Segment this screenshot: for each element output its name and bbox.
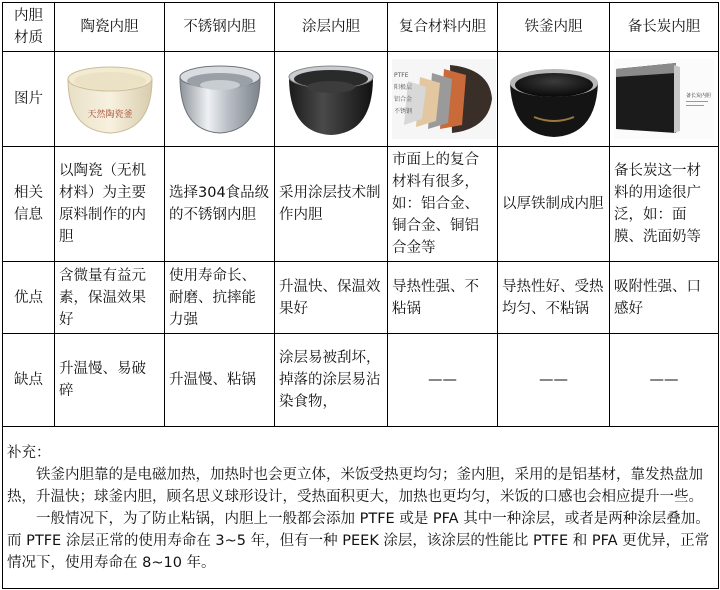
pros-stainless: 使用寿命长、耐磨、抗摔能力强 — [165, 262, 275, 334]
header-ceramic: 陶瓷内胆 — [55, 3, 165, 52]
header-charcoal: 备长炭内胆 — [610, 3, 719, 52]
coated-pot-image — [281, 59, 381, 139]
header-iron: 铁釜内胆 — [498, 3, 610, 52]
inner-pot-comparison-table — [2, 2, 719, 589]
info-coated: 采用涂层技术制作内胆 — [275, 147, 388, 262]
pros-coated: 升温快、保温效果好 — [275, 262, 388, 334]
cell-image-stainless — [165, 52, 275, 147]
cons-iron: —— — [498, 334, 610, 427]
row-label-info-text: 相关 信息 — [14, 185, 43, 223]
composite-layer-2: 阳极层 — [394, 84, 413, 91]
info-composite: 市面上的复合材料有很多，如：铝合金、铜合金、铜铝合金等 — [388, 147, 498, 262]
pros-iron: 导热性好、受热均匀、不粘锅 — [498, 262, 610, 334]
info-stainless: 选择304食品级的不锈钢内胆 — [165, 147, 275, 262]
corner-header-text: 内胆 材质 — [14, 8, 43, 46]
cons-stainless: 升温慢、粘锅 — [165, 334, 275, 427]
info-iron: 以厚铁制成内胆 — [498, 147, 610, 262]
cons-coated: 涂层易被刮坏，掉落的涂层易沾染食物， — [275, 334, 388, 427]
cons-row — [3, 334, 719, 427]
header-coated: 涂层内胆 — [275, 3, 388, 52]
ceramic-pot-label: 天然陶瓷釜 — [86, 110, 133, 120]
supplement-block — [7, 442, 714, 574]
supplement-row — [3, 427, 719, 589]
cons-composite: —— — [388, 334, 498, 427]
info-ceramic: 以陶瓷（无机材料）为主要原料制作的内胆 — [55, 147, 165, 262]
iron-pot-image — [504, 59, 604, 139]
pros-ceramic: 含微量有益元素，保温效果好 — [55, 262, 165, 334]
supplement-paragraph-2: 一般情况下，为了防止粘锅，内胆上一般都会添加 PTFE 或是 PFA 其中一种涂层，或者是两种涂层叠加。而 PTFE 涂层正常的使用寿命在 3~5 年，但有一种 PEEK 涂层，该涂层的性能比 PTFE 和 PFA 更优异，正常情况下，使用寿命在 8~10 年。 — [7, 510, 710, 571]
cell-image-iron — [498, 52, 610, 147]
cell-image-coated — [275, 52, 388, 147]
charcoal-pot-label: 备长炭内胆 — [686, 93, 712, 99]
info-row — [3, 147, 719, 262]
info-charcoal: 备长炭这一材料的用途很广泛，如：面膜、洗面奶等 — [610, 147, 719, 262]
composite-layer-3: 铝合金 — [394, 96, 413, 103]
composite-layer-4: 不锈钢 — [394, 108, 413, 115]
charcoal-pot-image — [614, 59, 714, 139]
row-label-info — [3, 147, 55, 262]
pros-row — [3, 262, 719, 334]
ceramic-pot-image — [60, 59, 160, 139]
pros-composite: 导热性强、不粘锅 — [388, 262, 498, 334]
header-stainless: 不锈钢内胆 — [165, 3, 275, 52]
row-label-image: 图片 — [3, 52, 55, 147]
row-label-cons: 缺点 — [3, 334, 55, 427]
supplement-title: 补充： — [7, 444, 51, 461]
supplement-cell — [3, 427, 719, 589]
image-row — [3, 52, 719, 147]
cons-charcoal: —— — [610, 334, 719, 427]
header-row — [3, 3, 719, 52]
stainless-pot-image — [172, 59, 268, 139]
row-label-pros: 优点 — [3, 262, 55, 334]
corner-header — [3, 3, 55, 52]
header-composite: 复合材料内胆 — [388, 3, 498, 52]
composite-layers-image — [392, 59, 496, 139]
cell-image-ceramic — [55, 52, 165, 147]
cons-ceramic: 升温慢、易破碎 — [55, 334, 165, 427]
cell-image-composite — [388, 52, 498, 147]
cell-image-charcoal — [610, 52, 719, 147]
pros-charcoal: 吸附性强、口感好 — [610, 262, 719, 334]
supplement-paragraph-1: 铁釜内胆靠的是电磁加热，加热时也会更立体，米饭受热更均匀；釜内胆，采用的是铝基材，靠发热盘加热，升温快；球釜内胆，顾名思义球形设计，受热面积更大，加热也更均匀，米饭的口感也会相应提升一些。 — [7, 466, 703, 505]
composite-layer-1: PTFE — [394, 72, 409, 79]
